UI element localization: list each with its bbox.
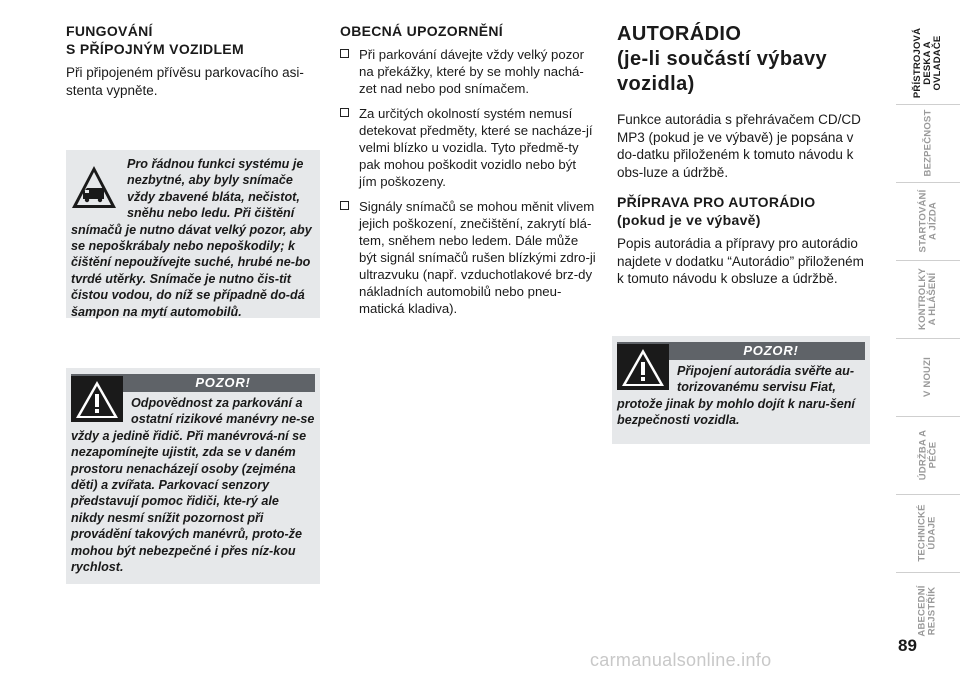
column-1: [66, 22, 320, 111]
vehicle-van-icon: [71, 164, 117, 210]
tab-label-line: PÉČE: [926, 441, 938, 469]
list-item: [340, 46, 596, 97]
subheading-line-2: (pokud je ve výbavě): [617, 212, 761, 228]
tab-technical-data[interactable]: [896, 498, 960, 568]
sensor-care-text: Pro řádnou funkci systému je nezbytné, aby byly snímače vždy zbavené bláta, nečistot, sněhu nebo ledu. Při čištění snímačů je nutno dávat velký pozor, aby se nepoškrábaly nebo nepoškodily; k čištění nepoužívejte suché, hrubé ne-bo tvrdé utěrky. Snímače je nutno čis-tit čistou vodou, do níž se případně do-dá šampon na mytí automobilů.: [71, 157, 312, 319]
tab-label-line: DESKA A: [922, 41, 934, 85]
page-number: 89: [898, 636, 917, 655]
page-title: [617, 22, 869, 97]
warning-triangle-icon: [71, 376, 123, 422]
bullet-text: Při parkování dávejte vždy velký pozor na překážky, které by se mohly nachá-zet nad nebo pod snímačem.: [359, 47, 585, 96]
tab-label-line: ÚDAJE: [927, 516, 938, 550]
tab-maintenance[interactable]: [896, 420, 960, 490]
title-line-1: AUTORÁDIO: [617, 23, 742, 45]
radio-prep-paragraph: Popis autorádia a přípravy pro autorádio najdete v dodatku “Autorádio” přiloženém k tomuto návodu k obsluze a údržbě.: [617, 236, 864, 286]
bullet-text: Signály snímačů se mohou měnit vlivem jejich poškození, znečištění, zakrytí blá-tem, sněhem nebo ledem. Dále může být signál snímačů rušen blízkými zdro-ji ultrazvuku (např. vzduchotlakové brz-dy nákladních automobilů nebo pneu-matická kladiva).: [359, 199, 596, 316]
tab-label-line: REJSTŘÍK: [927, 586, 938, 636]
radio-warning: [612, 336, 870, 444]
tab-instrument-panel[interactable]: [896, 28, 960, 98]
responsibility-warning: [66, 368, 320, 584]
title-line-3: vozidla): [617, 73, 695, 95]
watermark: carmanualsonline.info: [590, 650, 772, 670]
checkbox-bullet-icon: [340, 49, 349, 58]
tab-warning-lights[interactable]: [896, 264, 960, 334]
tab-label-line: OVLADAČE: [932, 35, 944, 91]
list-item: [340, 198, 596, 317]
subheading-line-1: PŘÍPRAVA PRO AUTORÁDIO: [617, 194, 816, 210]
general-warnings-heading: OBECNÁ UPOZORNĚNÍ: [340, 23, 503, 39]
warning-label: POZOR!: [71, 374, 315, 392]
tab-label-line: V NOUZI: [922, 357, 933, 397]
heading-line-1: FUNGOVÁNÍ: [66, 23, 153, 39]
bullet-text: Za určitých okolností systém nemusí detekovat předměty, které se nacháze-jí velmi blízko u vozidla. Tyto předmě-ty pak mohou poškodit vozidlo nebo být jím poškozeny.: [359, 106, 593, 189]
radio-prep-heading: [617, 193, 869, 229]
tab-label-line: STARTOVÁNÍ: [917, 189, 928, 253]
tab-label-line: KONTROLKY: [917, 268, 928, 330]
tab-starting-driving[interactable]: [896, 186, 960, 256]
responsibility-warning-text: Odpovědnost za parkování a ostatní rizikové manévry ne-se vždy a jedině řidič. Při manévrová-ní se nezapomínejte ujistit, zda se v daném prostoru nenacházejí osoby (zejména děti) a zvířata. Parkovací senzory představují pomoc řidiči, kte-rý ale nikdy nesmí snížit pozornost při provádění takových manévrů, proto-že mohou být nebezpečné i přes níz-kou rychlost.: [71, 396, 315, 575]
title-line-2: (je-li součástí výbavy: [617, 48, 828, 70]
tab-label-line: TECHNICKÉ: [917, 504, 928, 562]
heading-line-2: S PŘÍPOJNÝM VOZIDLEM: [66, 41, 244, 57]
trailer-paragraph: Při připojeném přívěsu parkovacího asi-stenta vypněte.: [66, 65, 304, 98]
checkbox-bullet-icon: [340, 201, 349, 210]
tab-safety[interactable]: [896, 108, 960, 178]
tab-label-line: A HLÁŠENÍ: [927, 272, 938, 326]
sensor-care-note: [66, 150, 320, 318]
checkbox-bullet-icon: [340, 108, 349, 117]
tab-label-line: PŘÍSTROJOVÁ: [912, 27, 924, 99]
tab-label-line: BEZPEČNOST: [922, 109, 933, 177]
warning-triangle-icon: [617, 344, 669, 390]
tab-label-line: ABECEDNÍ: [917, 585, 928, 637]
column-2: [340, 22, 596, 325]
list-item: [340, 105, 596, 190]
column-3: [617, 22, 869, 300]
tab-emergency[interactable]: [896, 342, 960, 412]
section-heading-trailer: [66, 22, 320, 58]
tab-label-line: ÚDRŽBA A: [916, 429, 928, 481]
radio-intro-paragraph: Funkce autorádia s přehrávačem CD/CD MP3 (pokud je ve výbavě) je popsána v do-datku přiloženém k tomuto návodu k obs-luze a údržbě.: [617, 112, 861, 180]
warning-label: POZOR!: [617, 342, 865, 360]
tab-label-line: A JÍZDA: [927, 202, 938, 240]
radio-warning-text: Připojení autorádia svěřte au-torizovanému servisu Fiat, protože jinak by mohlo dojít k naru-šení bezpečnosti vozidla.: [617, 364, 855, 428]
